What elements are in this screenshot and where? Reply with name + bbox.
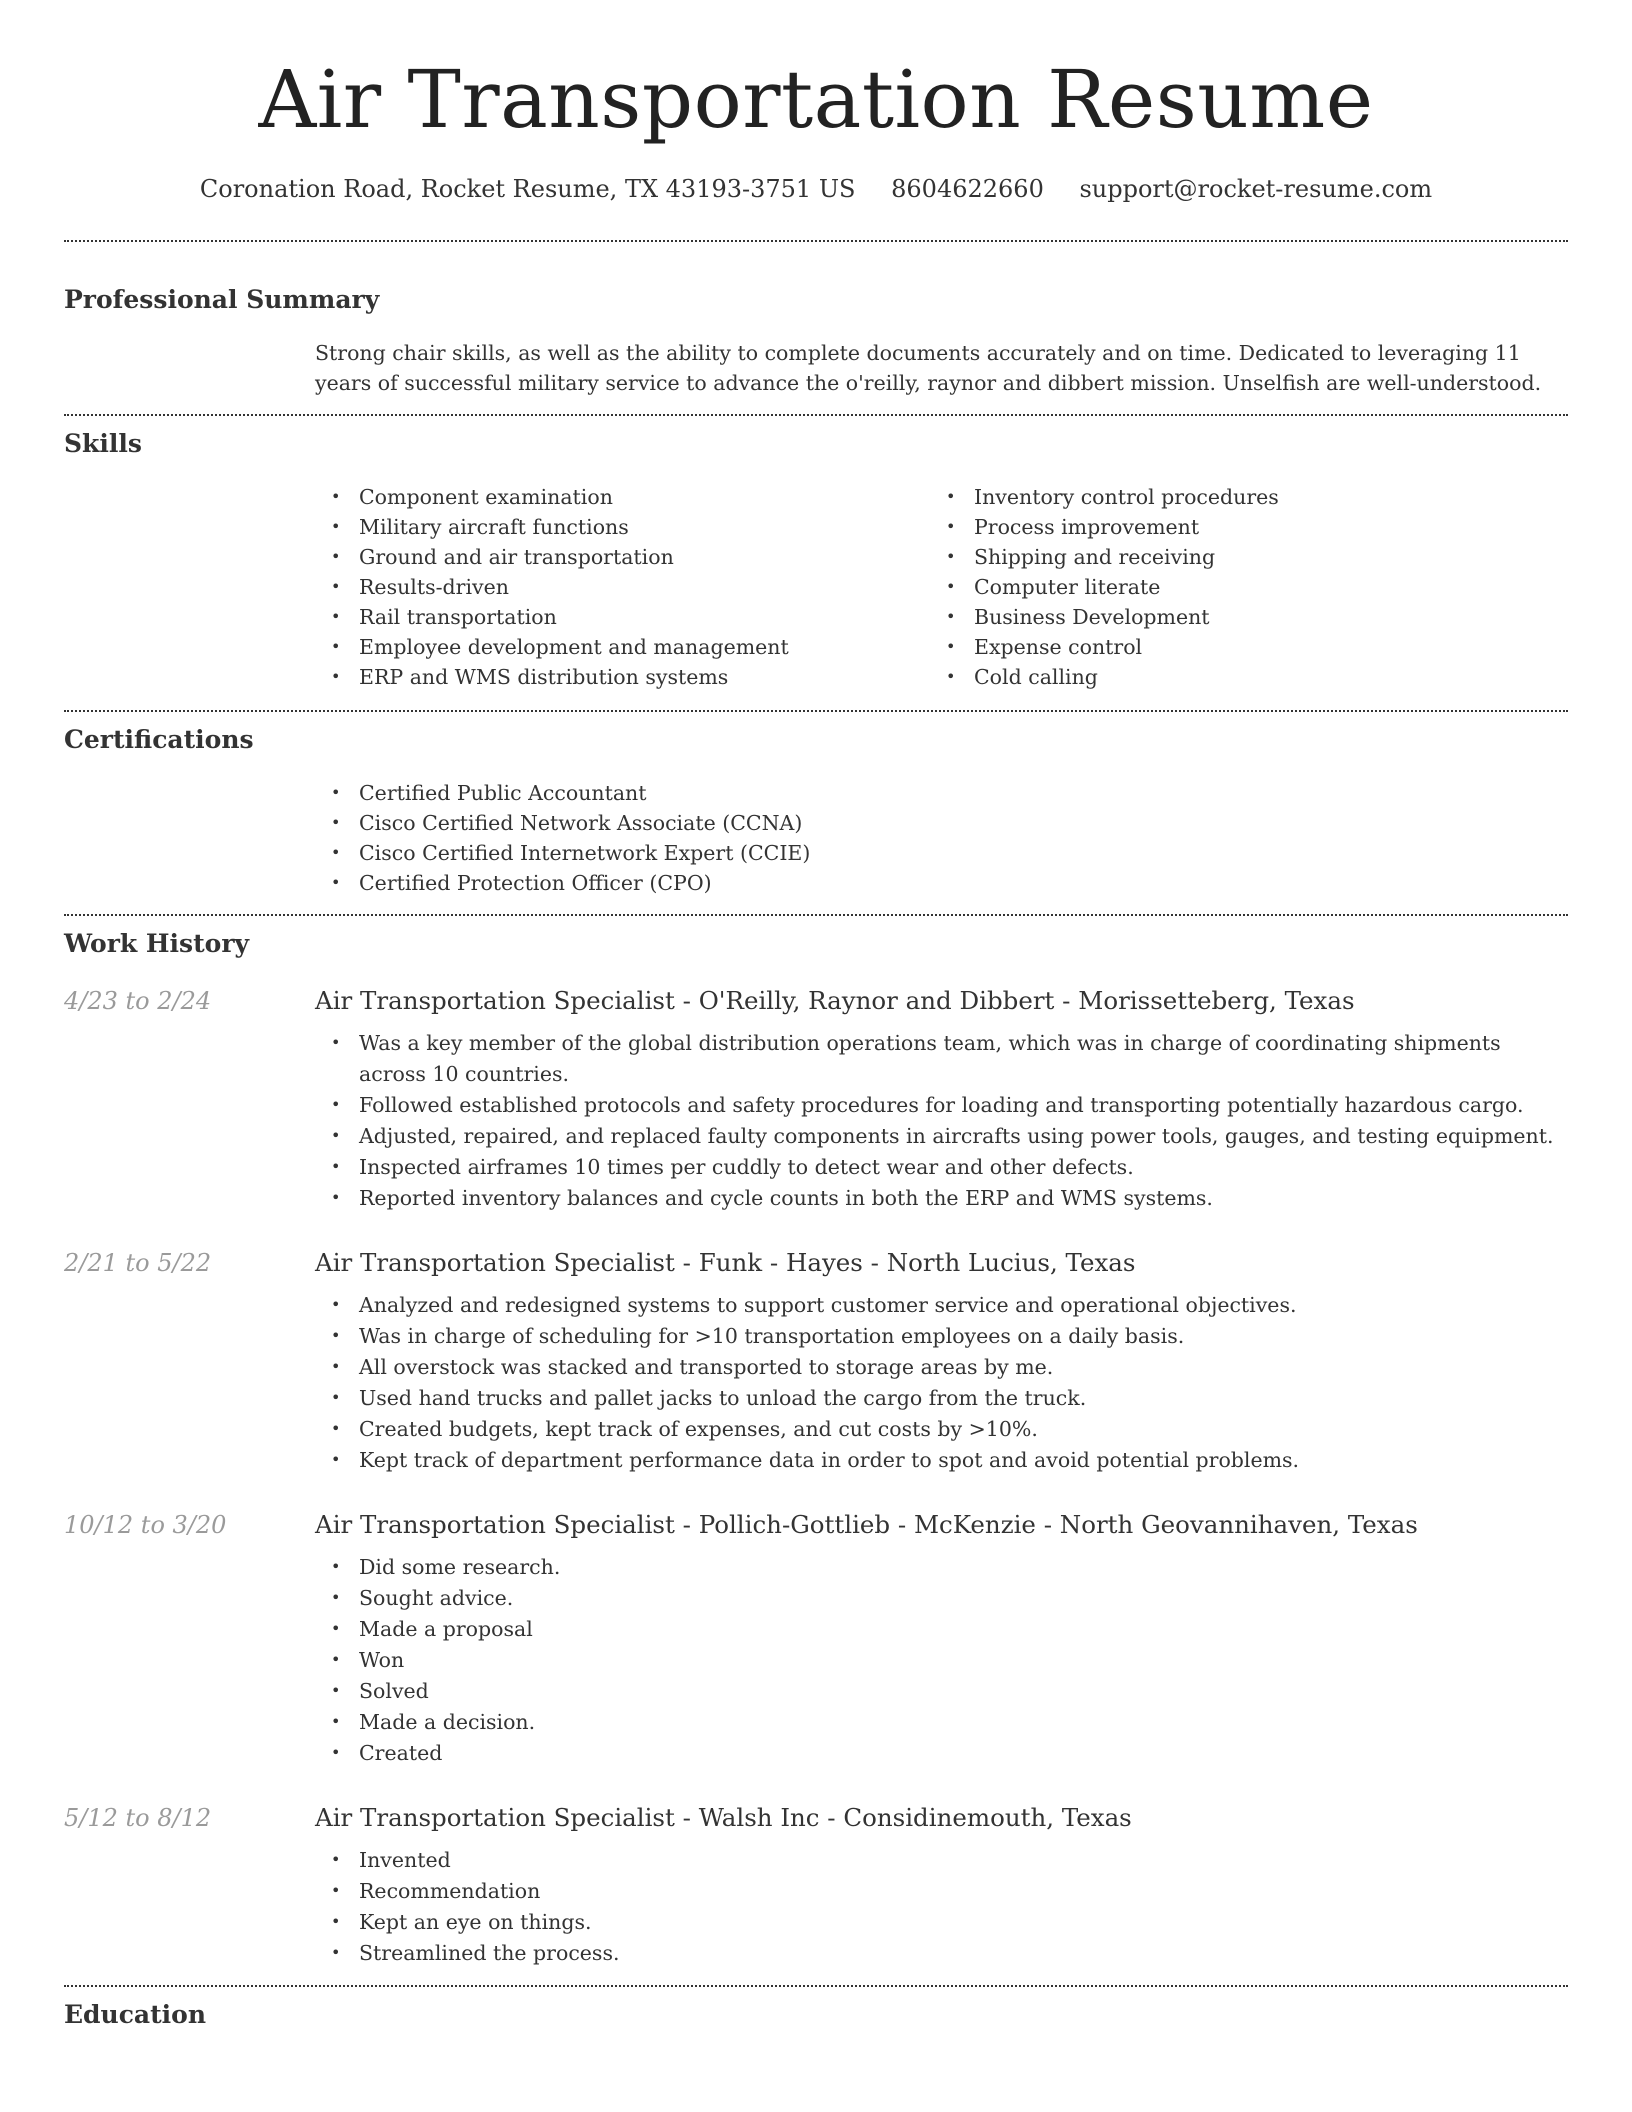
list-item: • Used hand trucks and pallet jacks to unload the cargo from the truck. bbox=[315, 1383, 1568, 1414]
list-item: • Sought advice. bbox=[315, 1583, 1568, 1614]
education-section bbox=[64, 1987, 1568, 2033]
list-item: • Won bbox=[315, 1645, 1568, 1676]
skills-list-right bbox=[930, 482, 1545, 692]
job-dates: 2/21 to 5/22 bbox=[64, 1249, 212, 1277]
job-details bbox=[315, 1801, 1568, 1969]
contact-phone: 8604622660 bbox=[891, 175, 1044, 203]
list-item: • Reported inventory balances and cycle counts in both the ERP and WMS systems. bbox=[315, 1183, 1568, 1214]
list-item: • Employee development and management bbox=[315, 632, 930, 662]
list-item: • Kept track of department performance data in order to spot and avoid potential problems. bbox=[315, 1445, 1568, 1476]
list-item: • Certified Protection Officer (CPO) bbox=[315, 868, 1568, 898]
list-item: • Did some research. bbox=[315, 1552, 1568, 1583]
job-entry bbox=[64, 984, 1568, 1214]
list-item: • Was in charge of scheduling for >10 transportation employees on a daily basis. bbox=[315, 1321, 1568, 1352]
job-title: Air Transportation Specialist - O'Reilly, Raynor and Dibbert - Morissetteberg, Texas bbox=[315, 986, 1355, 1015]
list-item: • Created bbox=[315, 1738, 1568, 1769]
list-item: • Business Development bbox=[930, 602, 1545, 632]
list-item: • Kept an eye on things. bbox=[315, 1907, 1568, 1938]
list-item: • Recommendation bbox=[315, 1876, 1568, 1907]
job-entry bbox=[64, 1801, 1568, 1969]
job-bullets bbox=[315, 1845, 1568, 1969]
list-item: • Created budgets, kept track of expenses, and cut costs by >10%. bbox=[315, 1414, 1568, 1445]
certifications-heading: Certifications bbox=[64, 725, 254, 754]
list-item: • Rail transportation bbox=[315, 602, 930, 632]
summary-text: Strong chair skills, as well as the ability to complete documents accurately and on time. Dedicated to leveraging 11 years of successful military service to advance the o'reilly, raynor and dibbert mission. Unselfish are well-understood. bbox=[315, 341, 1542, 395]
list-item: • Inspected airframes 10 times per cuddly to detect wear and other defects. bbox=[315, 1152, 1568, 1183]
skills-section bbox=[64, 416, 1568, 692]
job-details bbox=[315, 1246, 1568, 1476]
job-bullets bbox=[315, 1028, 1568, 1214]
list-item: • Military aircraft functions bbox=[315, 512, 930, 542]
list-item: • Followed established protocols and safety procedures for loading and transporting potentially hazardous cargo. bbox=[315, 1090, 1568, 1121]
list-item: • Cisco Certified Network Associate (CCNA) bbox=[315, 808, 1568, 838]
job-dates: 10/12 to 3/20 bbox=[64, 1511, 227, 1539]
job-details bbox=[315, 984, 1568, 1214]
list-item: • Solved bbox=[315, 1676, 1568, 1707]
list-item: • Analyzed and redesigned systems to support customer service and operational objectives. bbox=[315, 1290, 1568, 1321]
work-history-section bbox=[64, 916, 1568, 1969]
skills-heading: Skills bbox=[64, 429, 142, 458]
skills-list-left bbox=[315, 482, 930, 692]
summary-heading: Professional Summary bbox=[64, 285, 380, 314]
job-entry bbox=[64, 1508, 1568, 1769]
list-item: • Expense control bbox=[930, 632, 1545, 662]
job-bullets bbox=[315, 1552, 1568, 1769]
education-heading: Education bbox=[64, 2000, 207, 2029]
list-item: • Ground and air transportation bbox=[315, 542, 930, 572]
resume-title: Air Transportation Resume bbox=[258, 53, 1374, 146]
job-dates: 5/12 to 8/12 bbox=[64, 1804, 212, 1832]
contact-address: Coronation Road, Rocket Resume, TX 43193-3751 US bbox=[199, 175, 856, 203]
list-item: • Made a decision. bbox=[315, 1707, 1568, 1738]
certifications-list bbox=[315, 778, 1568, 898]
job-details bbox=[315, 1508, 1568, 1769]
list-item: • Certified Public Accountant bbox=[315, 778, 1568, 808]
work-history-heading: Work History bbox=[64, 929, 250, 958]
list-item: • All overstock was stacked and transported to storage areas by me. bbox=[315, 1352, 1568, 1383]
list-item: • Cisco Certified Internetwork Expert (CCIE) bbox=[315, 838, 1568, 868]
contact-email: support@rocket-resume.com bbox=[1079, 175, 1433, 203]
skills-columns bbox=[315, 482, 1568, 692]
list-item: • Was a key member of the global distribution operations team, which was in charge of coordinating shipments across 10 countries. bbox=[315, 1028, 1568, 1090]
certifications-section bbox=[64, 712, 1568, 898]
list-item: • Computer literate bbox=[930, 572, 1545, 602]
summary-section bbox=[64, 242, 1568, 398]
job-title: Air Transportation Specialist - Walsh Inc - Considinemouth, Texas bbox=[315, 1803, 1132, 1832]
list-item: • Cold calling bbox=[930, 662, 1545, 692]
list-item: • Inventory control procedures bbox=[930, 482, 1545, 512]
job-title: Air Transportation Specialist - Funk - Hayes - North Lucius, Texas bbox=[315, 1248, 1136, 1277]
job-entry bbox=[64, 1246, 1568, 1476]
list-item: • Shipping and receiving bbox=[930, 542, 1545, 572]
list-item: • Component examination bbox=[315, 482, 930, 512]
list-item: • Results-driven bbox=[315, 572, 930, 602]
resume-page bbox=[64, 0, 1568, 2033]
job-dates: 4/23 to 2/24 bbox=[64, 987, 212, 1015]
job-title: Air Transportation Specialist - Pollich-Gottlieb - McKenzie - North Geovannihaven, Texas bbox=[315, 1510, 1418, 1539]
list-item: • Streamlined the process. bbox=[315, 1938, 1568, 1969]
list-item: • Invented bbox=[315, 1845, 1568, 1876]
list-item: • ERP and WMS distribution systems bbox=[315, 662, 930, 692]
list-item: • Process improvement bbox=[930, 512, 1545, 542]
contact-line bbox=[64, 172, 1568, 206]
job-bullets bbox=[315, 1290, 1568, 1476]
list-item: • Adjusted, repaired, and replaced faulty components in aircrafts using power tools, gauges, and testing equipment. bbox=[315, 1121, 1568, 1152]
list-item: • Made a proposal bbox=[315, 1614, 1568, 1645]
